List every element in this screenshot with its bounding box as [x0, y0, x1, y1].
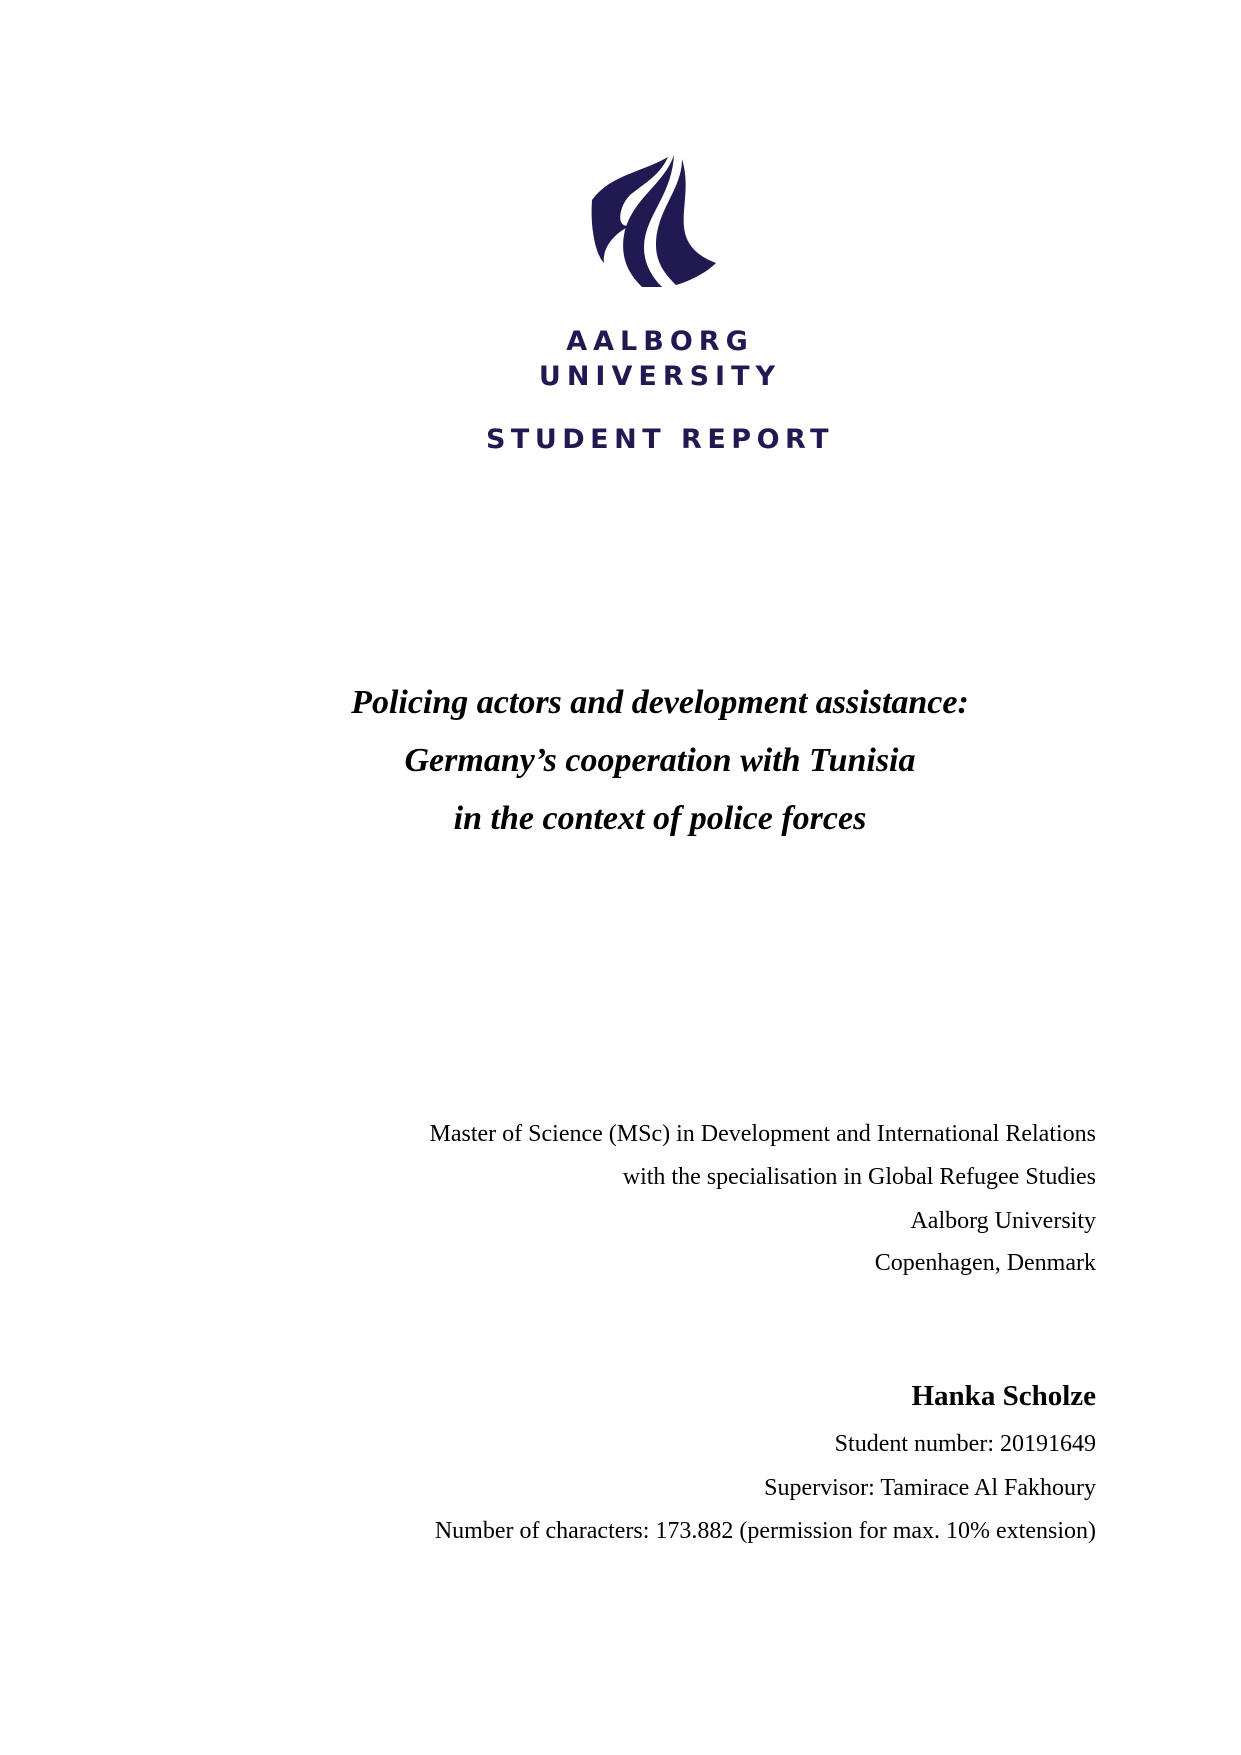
logo-text-aalborg: AALBORG	[566, 326, 754, 357]
supervisor: Supervisor: Tamirace Al Fakhoury	[764, 1475, 1096, 1501]
title-line-2: Germany’s cooperation with Tunisia	[404, 742, 916, 779]
author-name: Hanka Scholze	[911, 1380, 1096, 1412]
student-number: Student number: 20191649	[834, 1431, 1096, 1457]
title-line-3: in the context of police forces	[453, 800, 867, 837]
report-type: STUDENT REPORT	[485, 424, 835, 455]
title-line-1: Policing actors and development assistance:	[351, 684, 969, 721]
university: Aalborg University	[910, 1208, 1096, 1234]
specialisation: with the specialisation in Global Refugee Studies	[622, 1164, 1096, 1190]
aalborg-university-logo-icon	[590, 155, 722, 290]
character-count: Number of characters: 173.882 (permission for max. 10% extension)	[434, 1518, 1096, 1544]
logo-text-university: UNIVERSITY	[538, 361, 782, 392]
degree: Master of Science (MSc) in Development and International Relations	[429, 1121, 1096, 1147]
location: Copenhagen, Denmark	[874, 1250, 1096, 1276]
